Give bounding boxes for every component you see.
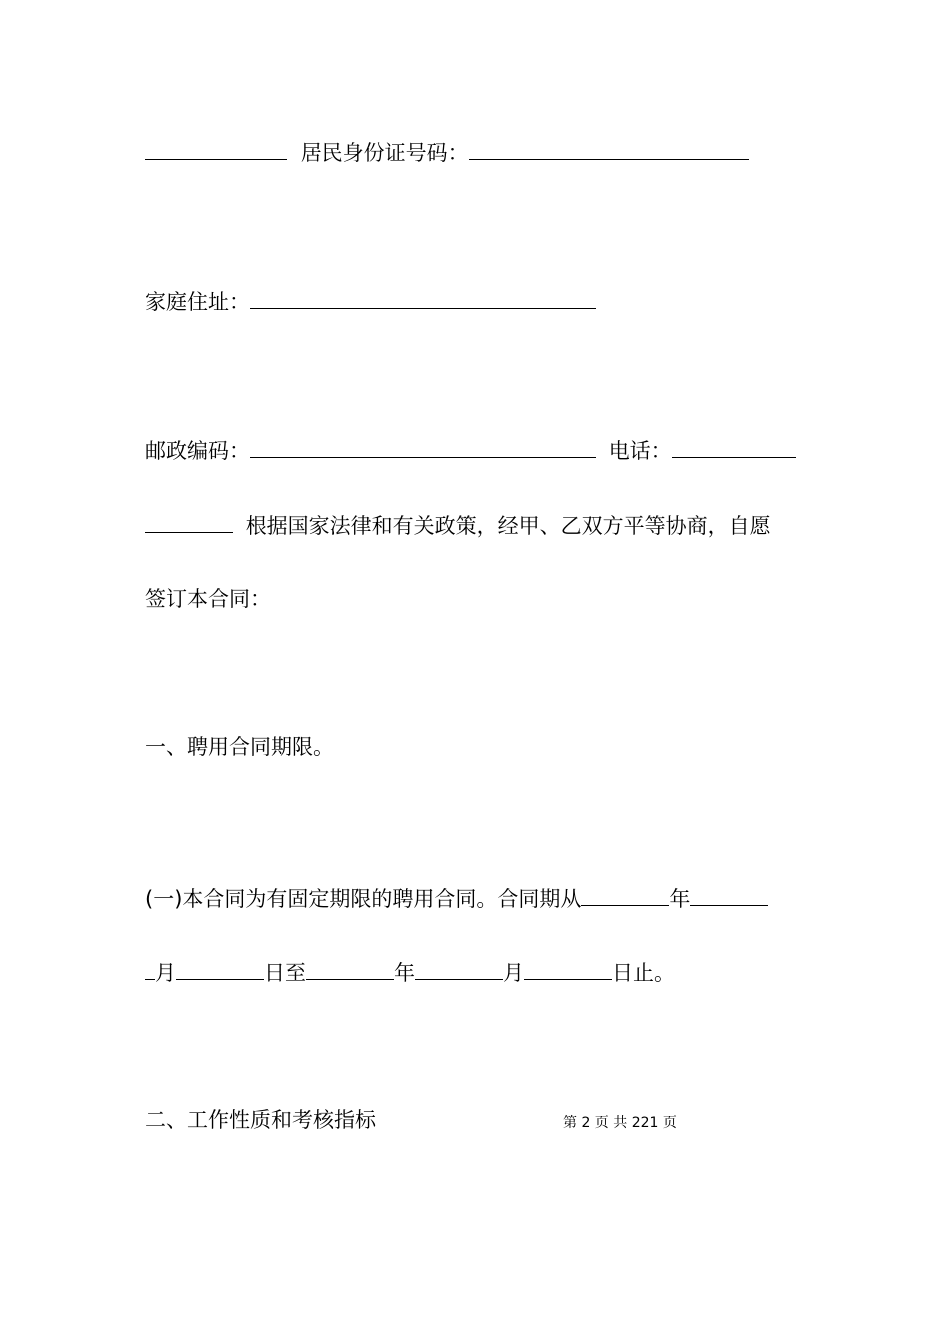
start-month-blank bbox=[690, 883, 768, 906]
end-year-label: 年 bbox=[394, 961, 415, 985]
postal-code-label: 邮政编码： bbox=[145, 439, 250, 463]
phone-blank bbox=[672, 435, 796, 458]
start-day-label: 日至 bbox=[264, 961, 306, 985]
section-1-heading bbox=[145, 733, 334, 761]
end-month-label: 月 bbox=[503, 961, 524, 985]
intro-text-2: 签订本合同： bbox=[145, 587, 271, 611]
id-number-line bbox=[145, 137, 749, 165]
name-blank bbox=[145, 137, 287, 160]
start-year-label: 年 bbox=[669, 887, 691, 911]
intro-line-1 bbox=[145, 510, 771, 538]
home-address-line bbox=[145, 286, 596, 314]
end-day-blank bbox=[524, 957, 612, 980]
postal-phone-line bbox=[145, 435, 796, 463]
section-2-title: 二、工作性质和考核指标 bbox=[145, 1108, 376, 1132]
end-year-blank bbox=[306, 957, 394, 980]
end-month-blank bbox=[415, 957, 503, 980]
home-address-blank bbox=[250, 286, 596, 309]
phone-blank-continued bbox=[145, 510, 233, 533]
start-month-blank-continued bbox=[145, 957, 155, 980]
id-number-label: 居民身份证号码： bbox=[300, 141, 469, 165]
start-day-blank bbox=[176, 957, 264, 980]
intro-line-2 bbox=[145, 585, 271, 613]
intro-text-1: 根据国家法律和有关政策，经甲、乙双方平等协商，自愿 bbox=[245, 514, 771, 538]
page-footer bbox=[563, 1113, 677, 1133]
home-address-label: 家庭住址： bbox=[145, 290, 250, 314]
phone-label: 电话： bbox=[608, 439, 672, 463]
id-number-blank bbox=[469, 137, 749, 160]
page-number: 第 2 页 共 221 页 bbox=[563, 1115, 677, 1131]
section-1-title: 一、聘用合同期限。 bbox=[145, 735, 334, 759]
start-year-blank bbox=[581, 883, 669, 906]
start-month-label: 月 bbox=[155, 961, 176, 985]
end-day-label: 日止。 bbox=[612, 961, 675, 985]
clause-1-text: (一)本合同为有固定期限的聘用合同。合同期从 bbox=[145, 887, 582, 911]
postal-code-blank bbox=[250, 435, 596, 458]
section-2-heading bbox=[145, 1106, 376, 1134]
clause-1-line-1 bbox=[145, 883, 768, 911]
clause-1-line-2 bbox=[145, 957, 675, 985]
